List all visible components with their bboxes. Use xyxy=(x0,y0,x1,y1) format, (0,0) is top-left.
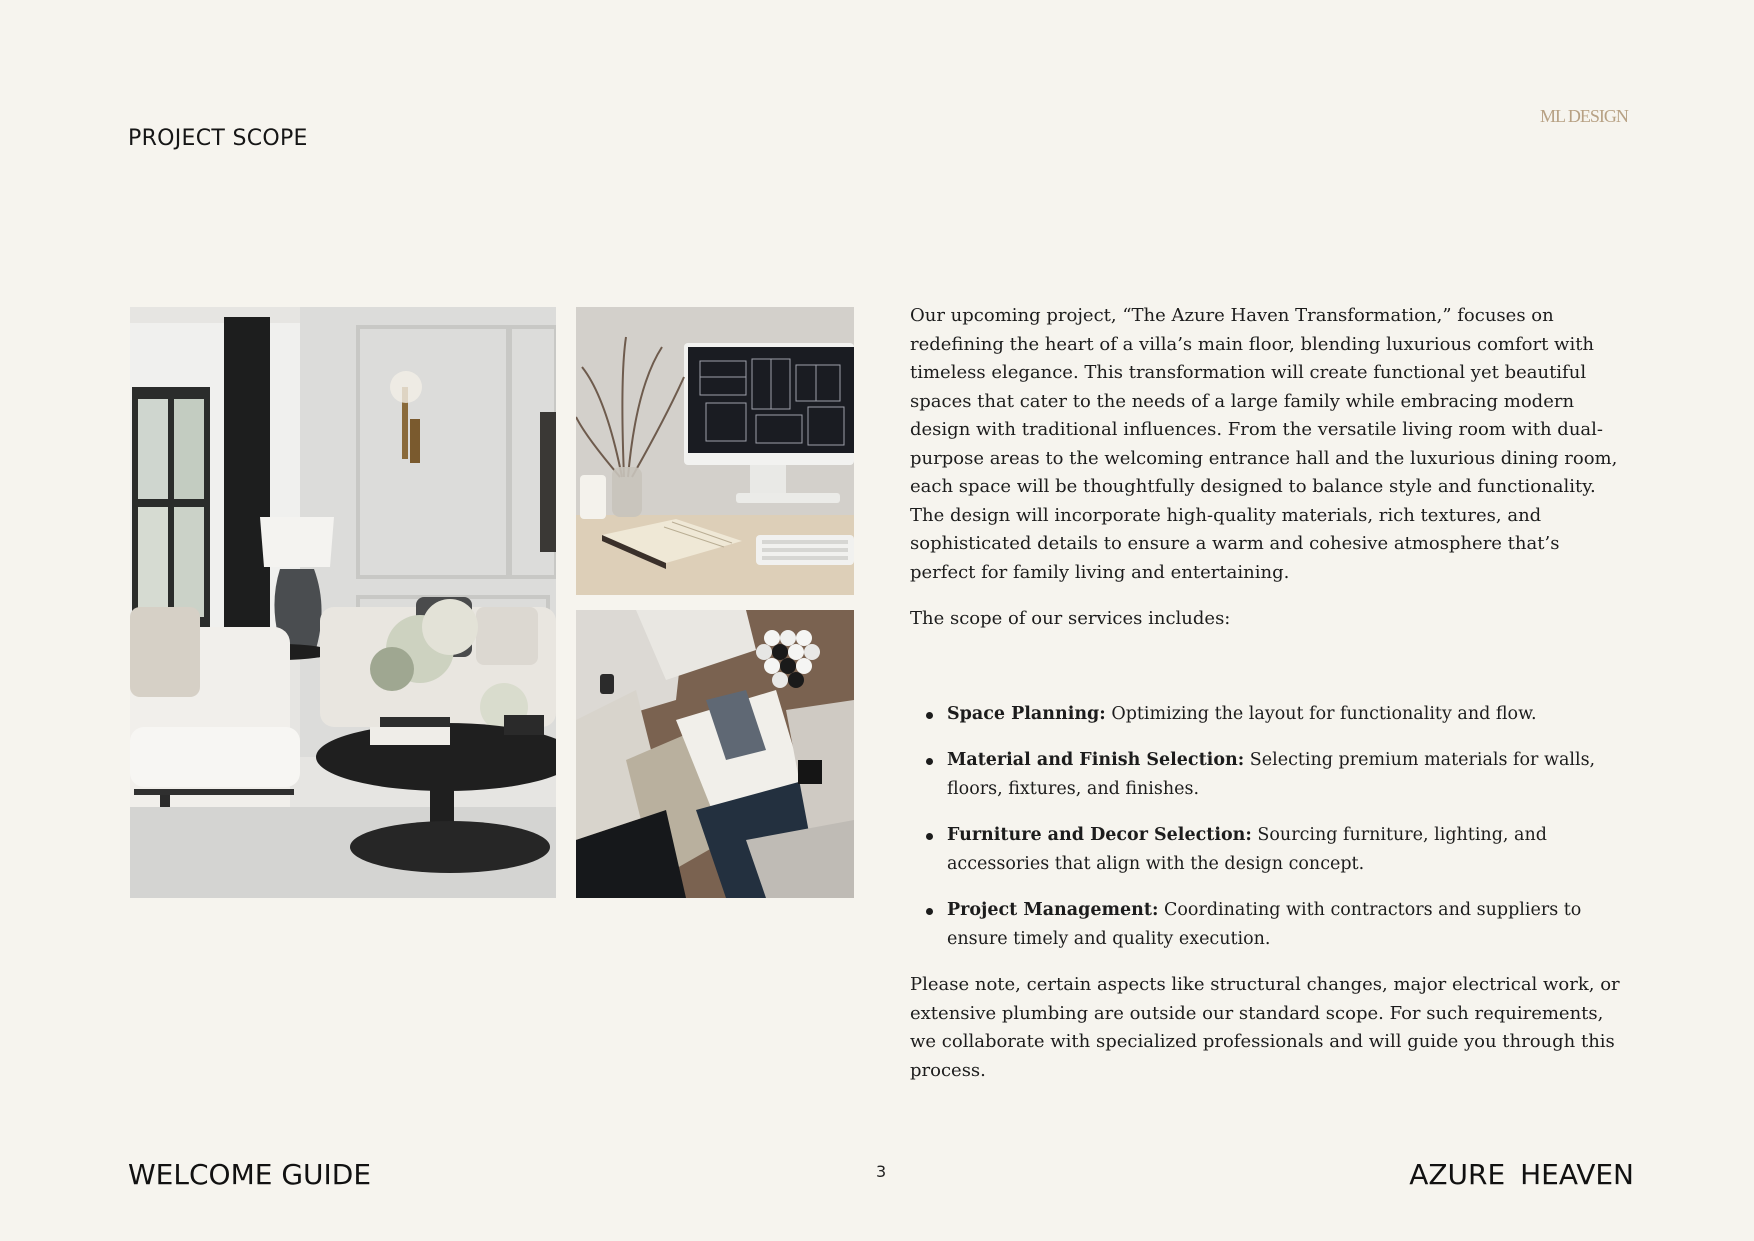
services-list xyxy=(910,700,1630,954)
service-text: Sourcing furniture, lighting, and accessories that align with the design concept. xyxy=(947,825,1547,874)
project-scope-text xyxy=(910,302,1630,1085)
footer-project-name: AZURE HEAVEN xyxy=(1409,1158,1634,1191)
service-text: Selecting premium materials for walls, floors, fixtures, and finishes. xyxy=(947,750,1596,799)
brand-logo-text: ML DESIGN xyxy=(1540,106,1628,126)
list-item xyxy=(910,700,1630,729)
design-desk-photo xyxy=(576,307,854,595)
section-title: PROJECT SCOPE xyxy=(128,126,308,151)
bullet-icon xyxy=(926,712,933,719)
list-item xyxy=(910,746,1630,803)
document-page xyxy=(4,0,1746,1238)
bullet-icon xyxy=(926,908,933,915)
scope-note: Please note, certain aspects like structural changes, major electrical work, or extensive plumbing are outside our standard scope. For such requirements, we collaborate with specialized professionals and will guide you through this process. xyxy=(910,974,1620,1081)
page-number: 3 xyxy=(876,1162,887,1181)
service-title: Project Management: xyxy=(947,900,1159,920)
service-text: Coordinating with contractors and suppliers to ensure timely and quality execution. xyxy=(947,900,1582,949)
footer-guide-title: WELCOME GUIDE xyxy=(128,1158,372,1191)
living-room-photo xyxy=(130,307,556,898)
bullet-icon xyxy=(926,833,933,840)
list-item xyxy=(910,896,1630,953)
service-title: Space Planning: xyxy=(947,703,1106,724)
intro-paragraph: Our upcoming project, “The Azure Haven Transformation,” focuses on redefining the heart of a villa’s main floor, blending luxurious comfort with timeless elegance. This transformation will create functional yet beautiful spaces that cater to the needs of a large family while embracing modern design with traditional influences. From the versatile living room with dual-purpose areas to the welcoming entrance hall and the luxurious dining room, each space will be thoughtfully designed to balance style and functionality. The design will incorporate high-quality materials, rich textures, and sophisticated details to ensure a warm and cohesive atmosphere that’s perfect for family living and entertaining. xyxy=(910,305,1618,583)
scope-lead: The scope of our services includes: xyxy=(910,608,1231,629)
list-item xyxy=(910,821,1630,878)
bullet-icon xyxy=(926,758,933,765)
service-text: Optimizing the layout for functionality and flow. xyxy=(1111,703,1537,724)
material-samples-photo xyxy=(576,610,854,898)
service-title: Material and Finish Selection: xyxy=(947,750,1245,770)
service-title: Furniture and Decor Selection: xyxy=(947,825,1252,845)
